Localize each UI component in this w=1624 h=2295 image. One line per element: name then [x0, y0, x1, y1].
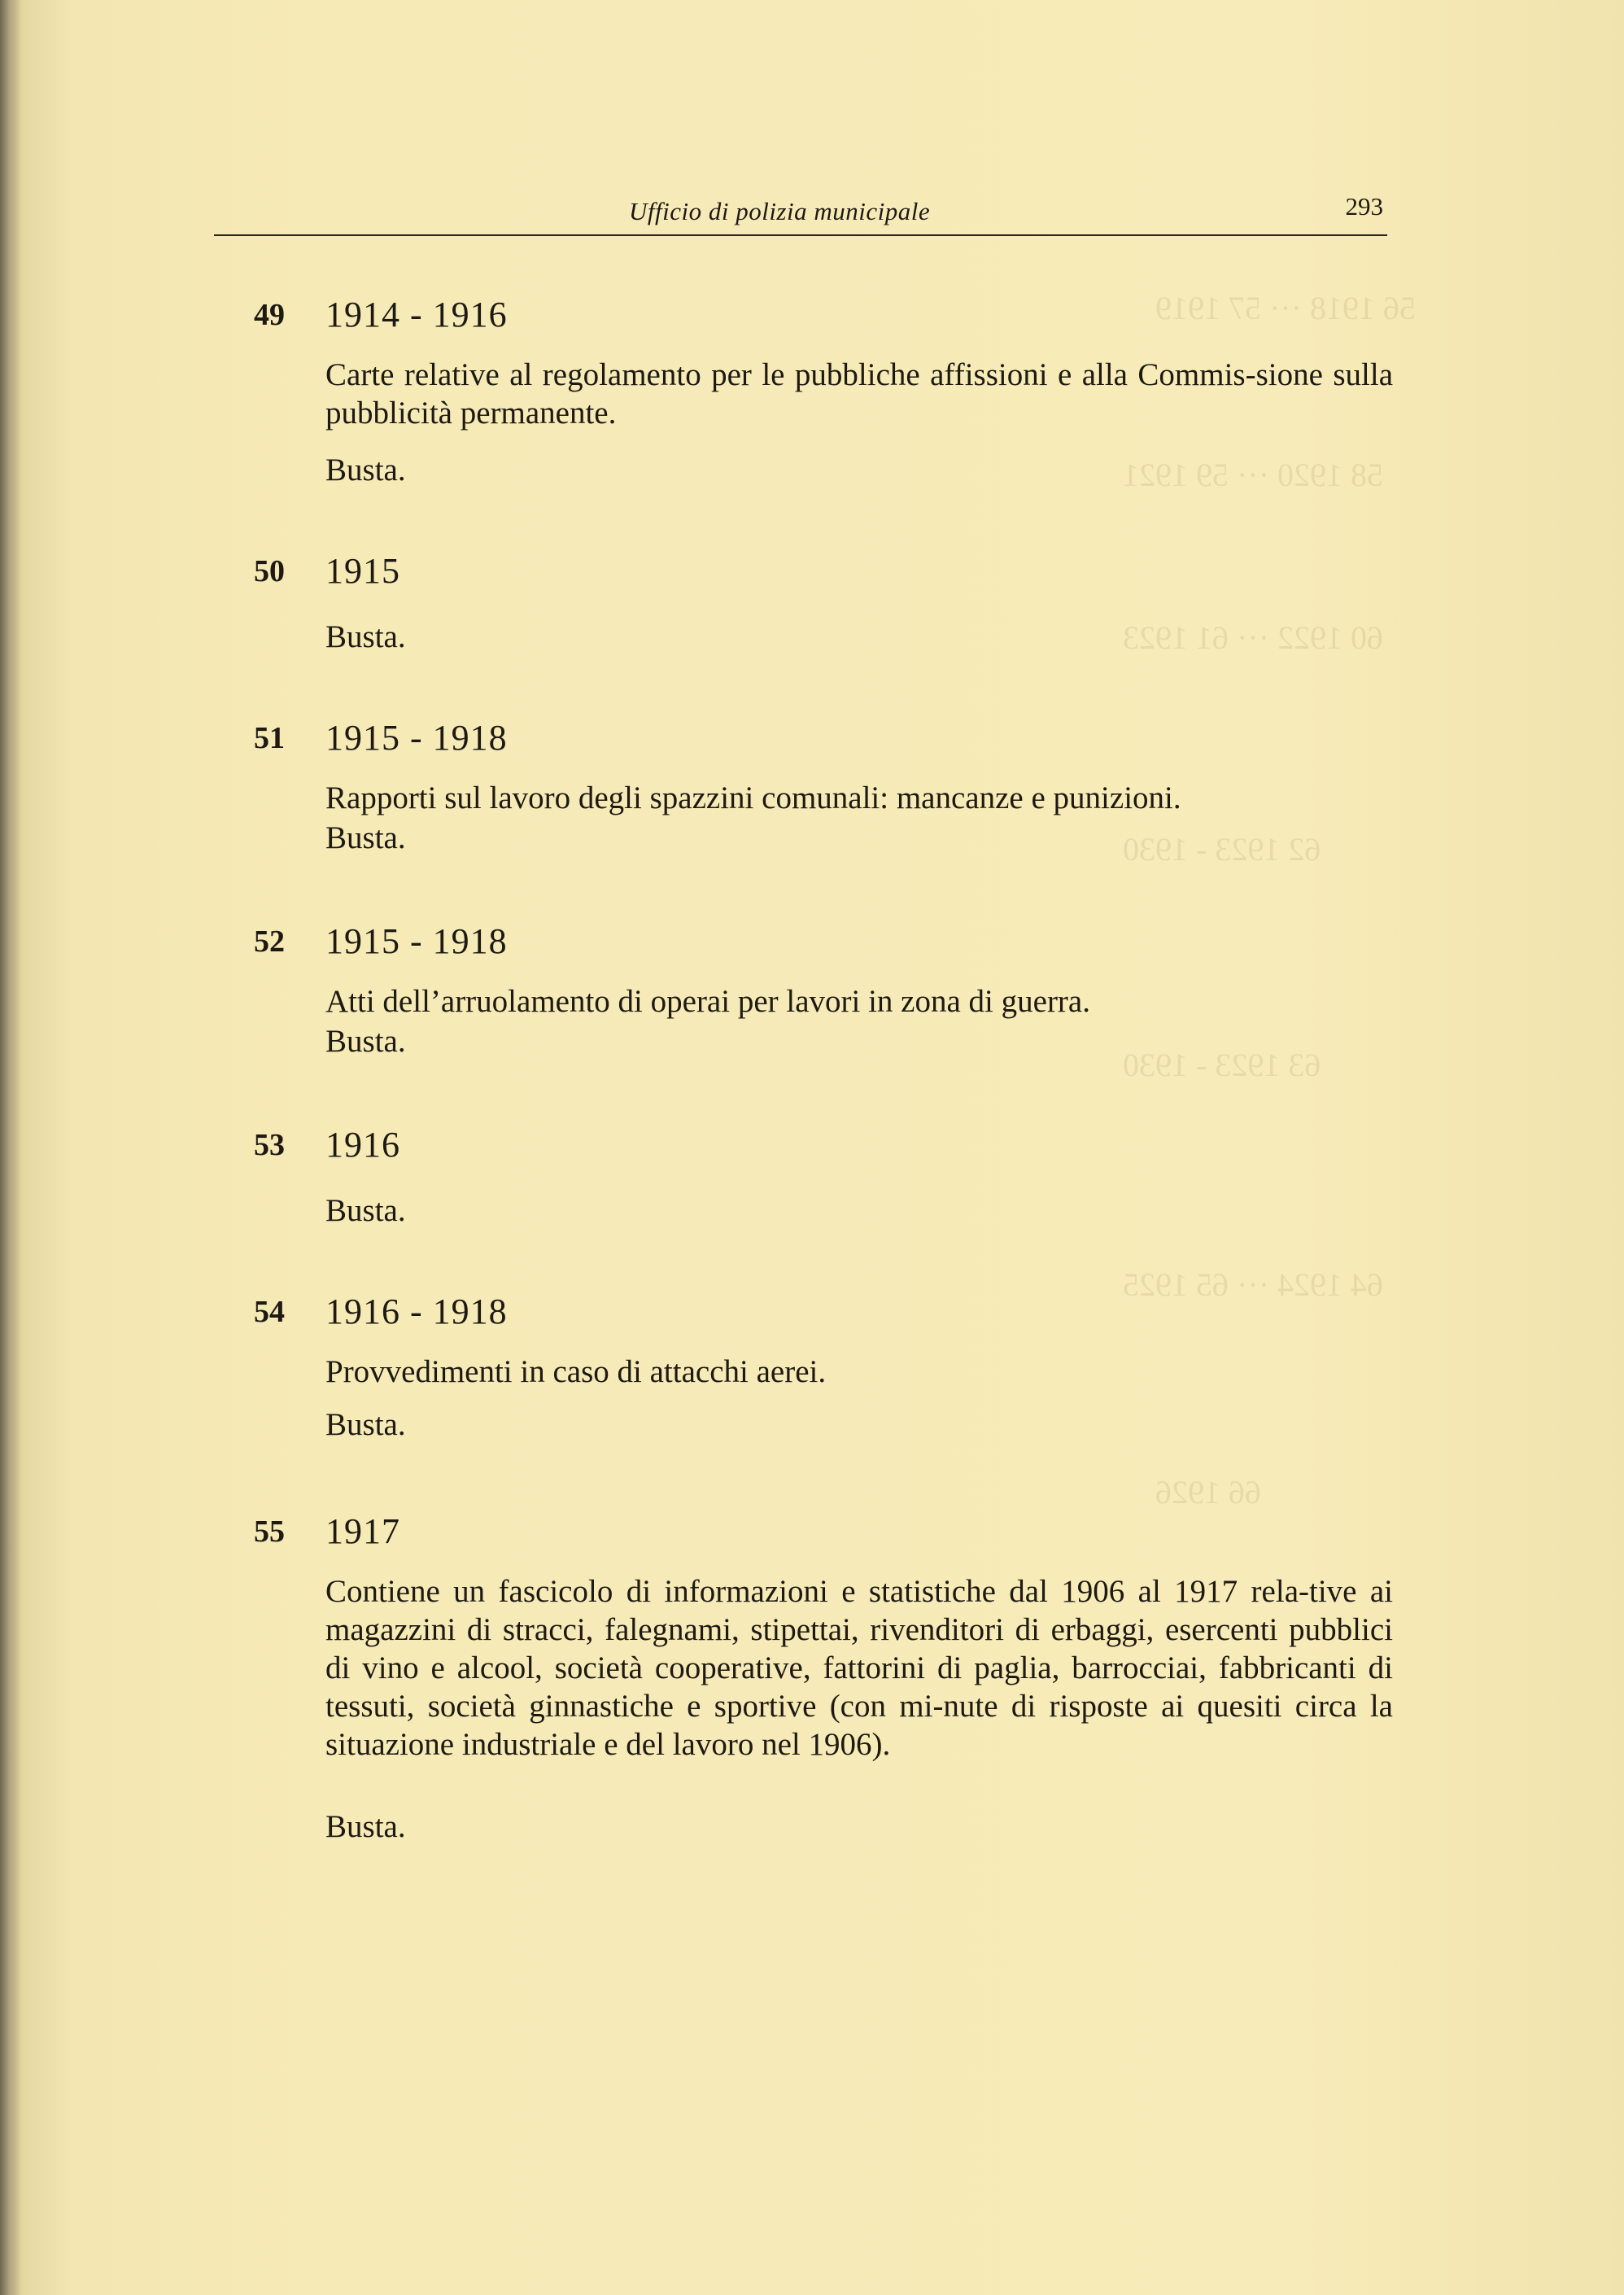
show-through-decoration: 64 1924 ··· 65 1925 [1123, 1266, 1383, 1303]
entry-number: 54 [254, 1295, 285, 1329]
entry-description: Carte relative al regolamento per le pubbliche affissioni e alla Commis-sione sulla pubblicità permanente. [325, 357, 1393, 431]
entry-description: Rapporti sul lavoro degli spazzini comunali: mancanze e punizioni. [325, 780, 1181, 815]
entry-note: Busta. [325, 1809, 406, 1844]
entry-number: 50 [254, 554, 285, 588]
entry-number: 52 [254, 925, 285, 959]
entry-note: Busta. [325, 820, 406, 855]
entry-date: 1915 - 1918 [325, 921, 508, 961]
entry-note: Busta. [325, 1407, 406, 1442]
entry-note: Busta. [325, 1024, 406, 1059]
entry-date: 1915 [325, 551, 400, 591]
entry-number: 49 [254, 298, 285, 332]
entry-number: 51 [254, 721, 285, 755]
entry-description: Provvedimenti in caso di attacchi aerei. [325, 1354, 827, 1389]
show-through-decoration: 58 1920 ··· 59 1921 [1123, 457, 1383, 493]
entry-description: Atti dell’arruolamento di operai per lavori in zona di guerra. [325, 984, 1090, 1019]
show-through-decoration: 56 1918 ··· 57 1919 [1155, 290, 1416, 326]
entry-date: 1916 - 1918 [325, 1292, 508, 1331]
page-header [214, 186, 1387, 236]
show-through-decoration: 60 1922 ··· 61 1923 [1123, 619, 1383, 656]
entry-date: 1915 - 1918 [325, 718, 508, 758]
entry-number: 53 [254, 1128, 285, 1162]
entry-date: 1914 - 1916 [325, 295, 508, 334]
entry-note: Busta. [325, 619, 406, 654]
show-through-decoration: 62 1923 - 1930 [1123, 831, 1321, 868]
show-through-decoration: 63 1923 - 1930 [1123, 1047, 1321, 1083]
entry-note: Busta. [325, 452, 406, 487]
entry-date: 1916 [325, 1125, 400, 1165]
entry-date: 1917 [325, 1511, 400, 1551]
binding-gutter-shadow [0, 0, 21, 2295]
page-number: 293 [1345, 192, 1383, 221]
running-title: Ufficio di polizia municipale [629, 197, 931, 225]
entry-number: 55 [254, 1515, 285, 1549]
entry-description: Contiene un fascicolo di informazioni e statistiche dal 1906 al 1917 rela-tive ai magazzini di stracci, falegnami, stipettai, rivenditori di erbaggi, esercenti pubblici di vino e alcool, società cooperative, fattorini di paglia, barrocciai, fabbricanti di tessuti, società ginnastiche e sportive (con mi-nute di risposte ai quesiti circa la situazione industriale e del lavoro nel 1906). [325, 1574, 1393, 1762]
show-through-decoration: 66 1926 [1155, 1474, 1261, 1510]
entry-note: Busta. [325, 1193, 406, 1228]
